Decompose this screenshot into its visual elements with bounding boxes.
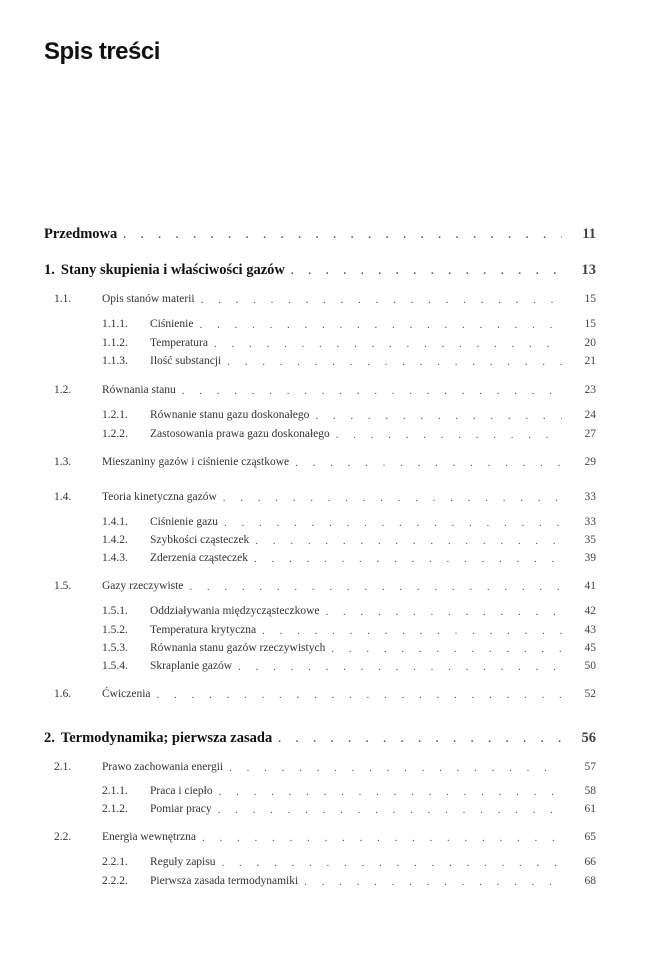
toc-number: 1.5.4. — [102, 660, 128, 672]
page-title: Spis treści — [44, 38, 160, 65]
toc-entry-subsection[interactable] — [102, 782, 596, 800]
leader-dots — [201, 292, 562, 308]
toc-entry-subsection[interactable] — [102, 334, 596, 352]
toc-entry-subsection[interactable] — [102, 621, 596, 639]
leader-dots — [123, 227, 562, 243]
toc-label: Temperatura krytyczna — [150, 624, 257, 636]
leader-dots — [291, 263, 562, 279]
toc-page: 41 — [584, 580, 596, 592]
toc-number: 1.2.1. — [102, 409, 128, 421]
leader-dots — [254, 551, 562, 567]
toc-number: 1.4.2. — [102, 534, 128, 546]
toc-label: Stany skupienia i właściwości gazów — [60, 262, 285, 278]
toc-label: Równanie stanu gazu doskonałego — [150, 409, 310, 421]
toc-number: 2.1. — [54, 761, 72, 773]
toc-page: 52 — [584, 688, 596, 700]
toc-label: Ilość substancji — [150, 355, 222, 367]
toc-label: Szybkości cząsteczek — [150, 534, 250, 546]
toc-page: 20 — [584, 337, 596, 349]
toc-page: 15 — [584, 318, 596, 330]
leader-dots — [326, 604, 562, 620]
toc-label: Ciśnienie gazu — [150, 516, 219, 528]
leader-dots — [227, 354, 562, 370]
toc-page: 29 — [584, 456, 596, 468]
leader-dots — [229, 760, 562, 776]
toc-number: 1.2.2. — [102, 428, 128, 440]
toc-entry-section[interactable] — [54, 828, 596, 846]
toc-entry-subsection[interactable] — [102, 657, 596, 675]
toc-number: 1.1.3. — [102, 355, 128, 367]
toc-label: Mieszaniny gazów i ciśnienie cząstkowe — [102, 456, 290, 468]
toc-number: 1.3. — [54, 456, 72, 468]
toc-label: Przedmowa — [44, 226, 118, 242]
toc-entry-section[interactable] — [54, 577, 596, 595]
leader-dots — [214, 336, 562, 352]
toc-label: Praca i ciepło — [150, 785, 213, 797]
toc-page: 15 — [584, 293, 596, 305]
toc-entry-subsection[interactable] — [102, 872, 596, 890]
toc-label: Reguły zapisu — [150, 856, 216, 868]
toc-entry-subsection[interactable] — [102, 425, 596, 443]
leader-dots — [157, 687, 562, 703]
toc-number: 2.2.2. — [102, 875, 128, 887]
toc-number: 1.2. — [54, 384, 72, 396]
toc-page: 45 — [584, 642, 596, 654]
leader-dots — [202, 830, 562, 846]
leader-dots — [223, 490, 562, 506]
toc-number: 1.5.1. — [102, 605, 128, 617]
toc-page: 27 — [584, 428, 596, 440]
toc-number: 2.1.1. — [102, 785, 128, 797]
toc-page: 23 — [584, 384, 596, 396]
toc-page: 21 — [584, 355, 596, 367]
toc-page: 65 — [584, 831, 596, 843]
toc-page: 66 — [584, 856, 596, 868]
toc-entry-subsection[interactable] — [102, 406, 596, 424]
toc-number: 2.1.2. — [102, 803, 128, 815]
toc-label: Energia wewnętrzna — [102, 831, 196, 843]
toc-label: Ćwiczenia — [102, 688, 151, 700]
toc-label: Pierwsza zasada termodynamiki — [150, 875, 299, 887]
toc-label: Skraplanie gazów — [150, 660, 233, 672]
toc-label: Pomiar pracy — [150, 803, 212, 815]
toc-number: 1.1.2. — [102, 337, 128, 349]
toc-number: 2.2.1. — [102, 856, 128, 868]
toc-page: 39 — [584, 552, 596, 564]
leader-dots — [224, 515, 562, 531]
toc-number: 2. — [44, 730, 55, 746]
leader-dots — [189, 579, 562, 595]
toc-label: Gazy rzeczywiste — [102, 580, 184, 592]
leader-dots — [304, 874, 562, 890]
toc-page: 33 — [584, 516, 596, 528]
toc-entry-chapter-1[interactable] — [44, 261, 596, 279]
leader-dots — [331, 641, 562, 657]
toc-label: Równania stanu — [102, 384, 176, 396]
toc-entry-subsection[interactable] — [102, 315, 596, 333]
toc-number: 1. — [44, 262, 55, 278]
toc-entry-subsection[interactable] — [102, 602, 596, 620]
leader-dots — [262, 623, 562, 639]
leader-dots — [315, 408, 562, 424]
toc-label: Zastosowania prawa gazu doskonałego — [150, 428, 330, 440]
leader-dots — [199, 317, 562, 333]
toc-label: Opis stanów materii — [102, 293, 195, 305]
toc-number: 1.4.1. — [102, 516, 128, 528]
toc-number: 1.5.2. — [102, 624, 128, 636]
toc-page: 68 — [584, 875, 596, 887]
leader-dots — [278, 731, 562, 747]
toc-entry-subsection[interactable] — [102, 352, 596, 370]
toc-entry-subsection[interactable] — [102, 639, 596, 657]
toc-entry-section[interactable] — [54, 758, 596, 776]
leader-dots — [221, 855, 562, 871]
toc-number: 2.2. — [54, 831, 72, 843]
leader-dots — [336, 427, 562, 443]
toc-number: 1.1. — [54, 293, 72, 305]
toc-entry-subsection[interactable] — [102, 513, 596, 531]
toc-page: 13 — [581, 262, 596, 278]
toc-page: 61 — [584, 803, 596, 815]
leader-dots — [219, 784, 562, 800]
toc-number: 1.6. — [54, 688, 72, 700]
toc-entry-section[interactable] — [54, 381, 596, 399]
toc-entry-chapter-2[interactable] — [44, 729, 596, 747]
toc-label: Prawo zachowania energii — [102, 761, 224, 773]
toc-page: 33 — [584, 491, 596, 503]
toc-page: 42 — [584, 605, 596, 617]
leader-dots — [218, 802, 562, 818]
toc-label: Teoria kinetyczna gazów — [102, 491, 217, 503]
toc-entry-section[interactable] — [54, 488, 596, 506]
toc-label: Oddziaływania międzycząsteczkowe — [150, 605, 320, 617]
toc-page: 56 — [581, 730, 596, 746]
toc-entry-section[interactable] — [54, 685, 596, 703]
toc-page: 11 — [582, 226, 596, 242]
toc-page: 58 — [584, 785, 596, 797]
toc-entry-subsection[interactable] — [102, 549, 596, 567]
toc-page: 24 — [584, 409, 596, 421]
toc-label: Temperatura — [150, 337, 208, 349]
leader-dots — [238, 659, 562, 675]
toc-label: Równania stanu gazów rzeczywistych — [150, 642, 326, 654]
toc-number: 1.4. — [54, 491, 72, 503]
toc-label: Zderzenia cząsteczek — [150, 552, 248, 564]
toc-number: 1.5. — [54, 580, 72, 592]
toc-entry-section[interactable] — [54, 453, 596, 471]
toc-entry-subsection[interactable] — [102, 853, 596, 871]
toc-entry-preface[interactable] — [44, 225, 596, 243]
toc-page: 43 — [584, 624, 596, 636]
toc-page: 50 — [584, 660, 596, 672]
leader-dots — [295, 455, 562, 471]
leader-dots — [255, 533, 562, 549]
toc-number: 1.5.3. — [102, 642, 128, 654]
toc-entry-subsection[interactable] — [102, 531, 596, 549]
toc-entry-section[interactable] — [54, 290, 596, 308]
toc-label: Termodynamika; pierwsza zasada — [60, 730, 273, 746]
toc-number: 1.4.3. — [102, 552, 128, 564]
toc-entry-subsection[interactable] — [102, 800, 596, 818]
toc-label: Ciśnienie — [150, 318, 194, 330]
toc-page: 35 — [584, 534, 596, 546]
toc-number: 1.1.1. — [102, 318, 128, 330]
leader-dots — [182, 383, 562, 399]
toc-page: 57 — [584, 761, 596, 773]
